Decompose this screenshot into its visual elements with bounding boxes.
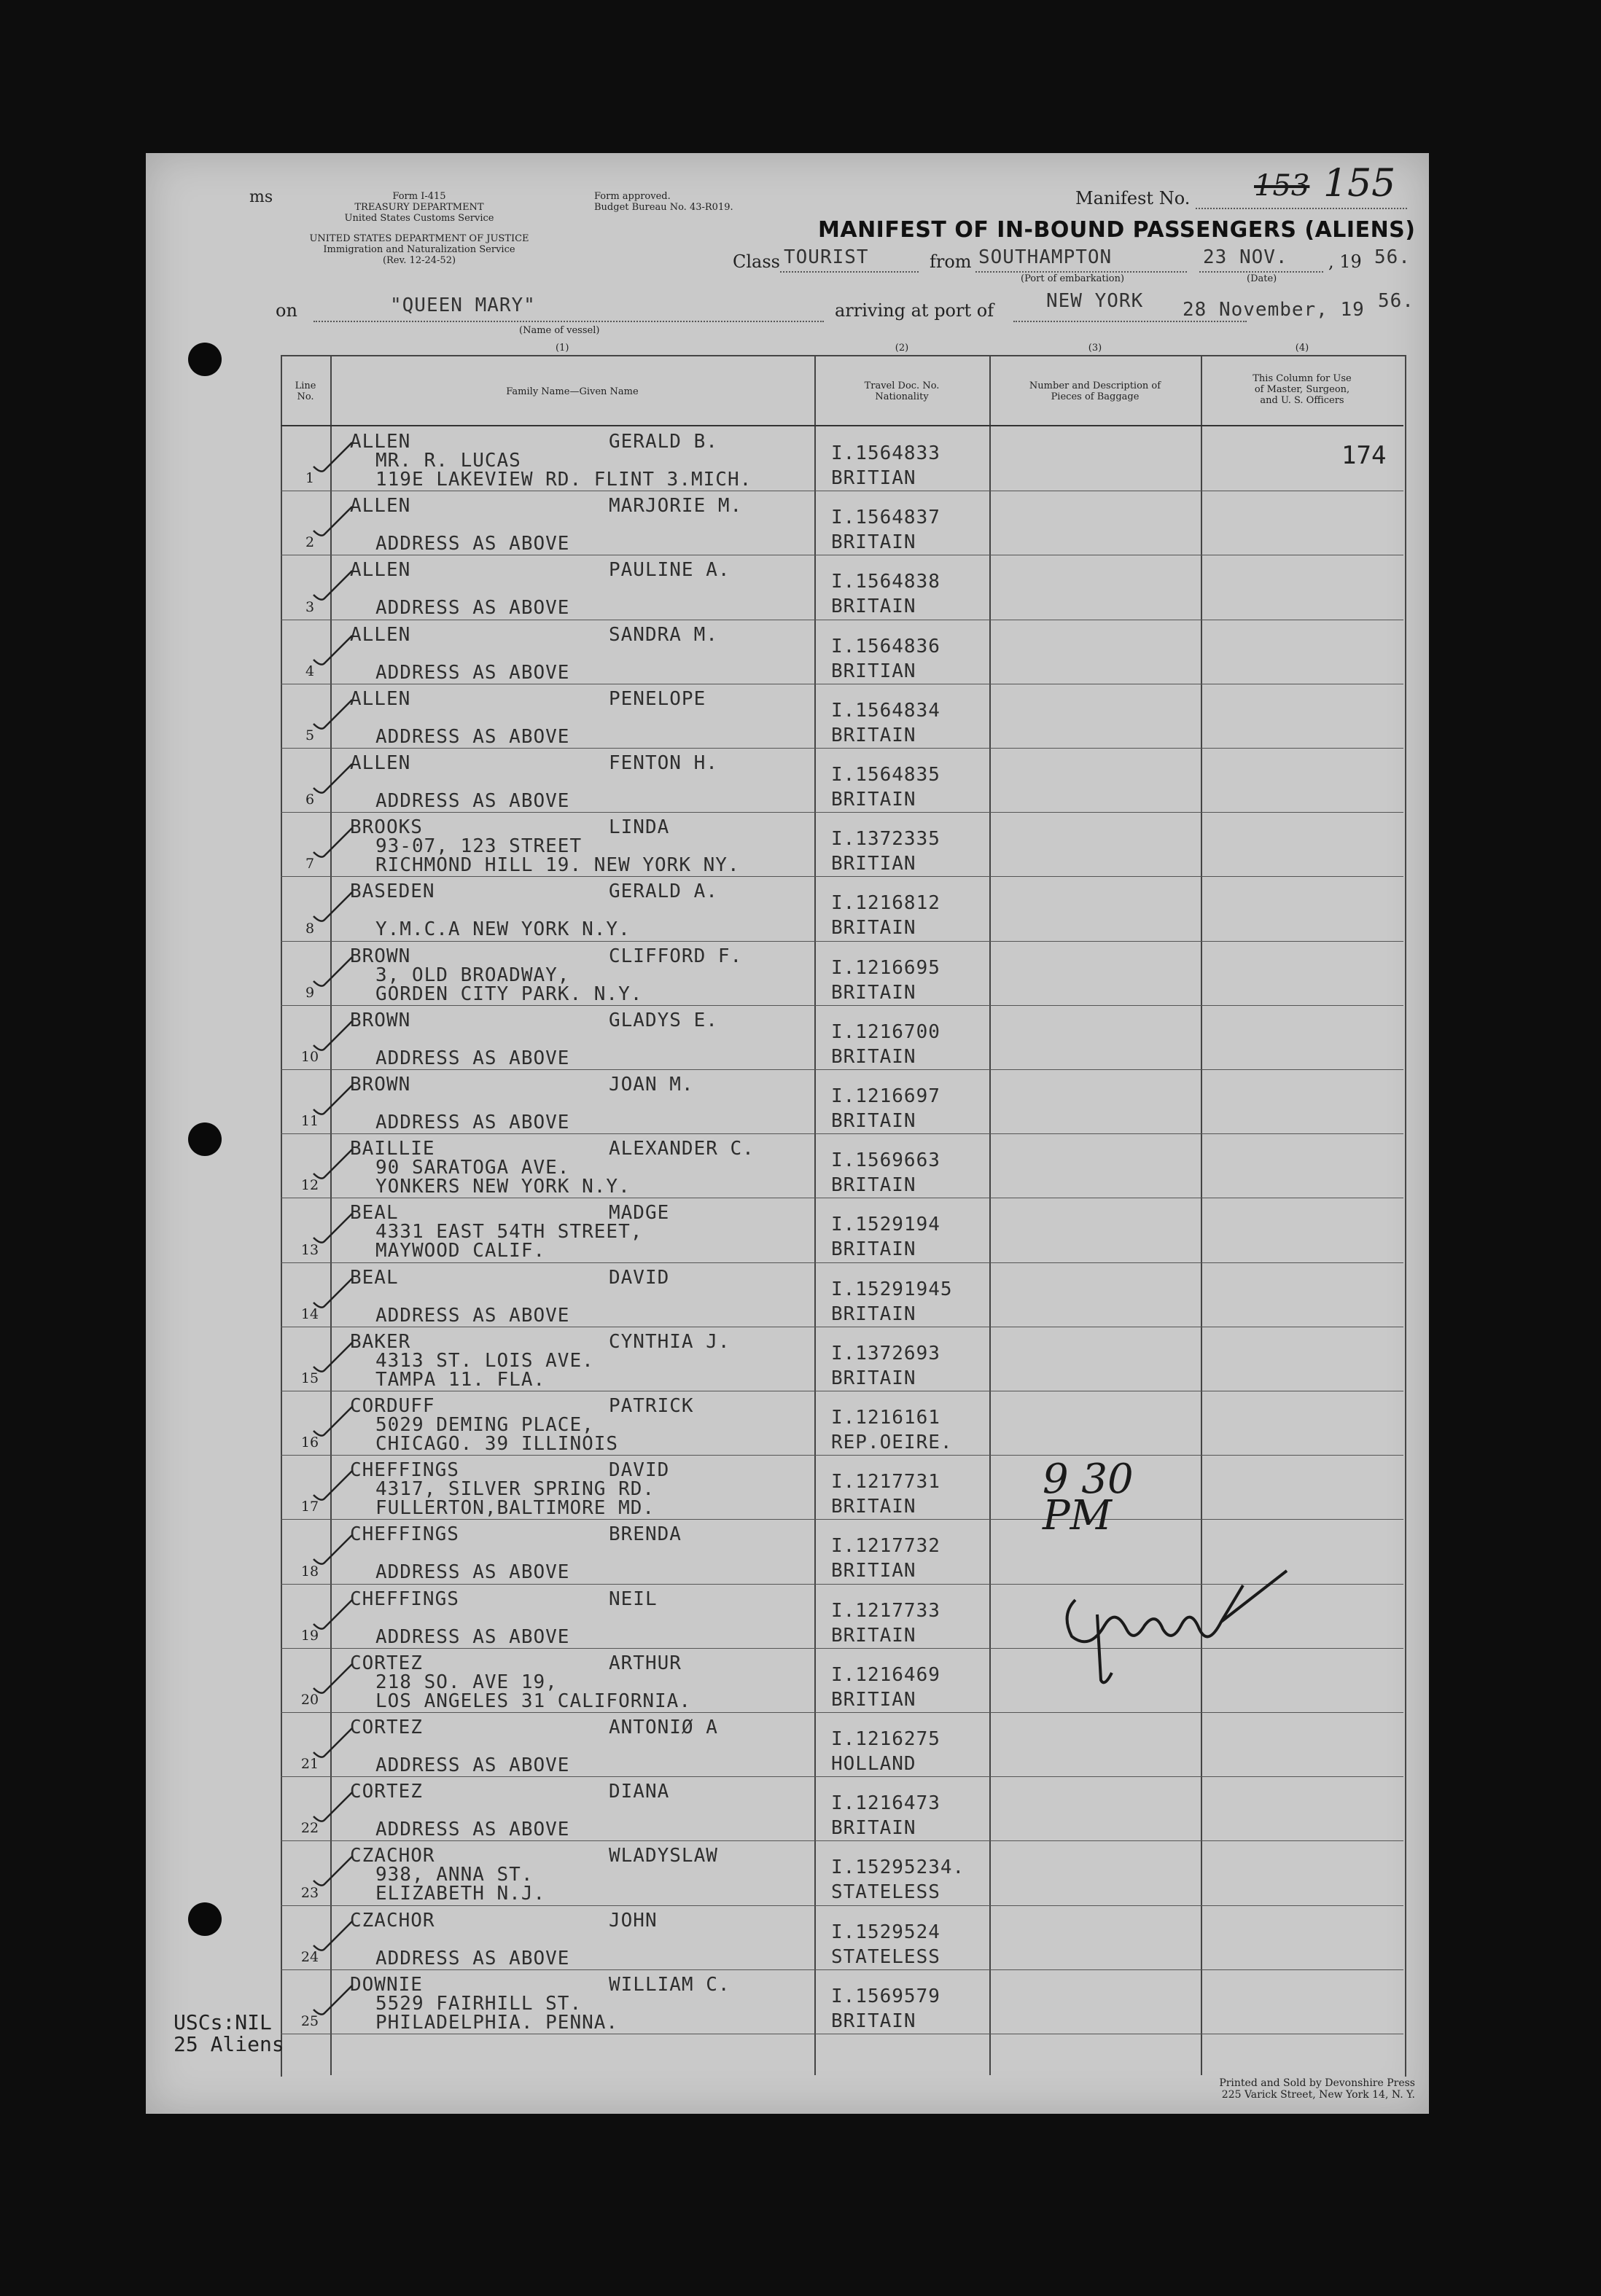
nationality: BRITAIN [831, 1624, 916, 1647]
line-number: 3 [305, 598, 315, 615]
travel-doc-number: I.1216695 [831, 956, 940, 979]
nationality: BRITAIN [831, 2010, 916, 2032]
family-name: BROOKS [350, 816, 423, 839]
address-line-2: CHICAGO. 39 ILLINOIS [375, 1433, 619, 1455]
line-number: 24 [300, 1948, 319, 1965]
line-number: 11 [300, 1113, 319, 1130]
date-line [1199, 271, 1323, 273]
passenger-row [281, 1005, 1403, 1069]
given-name: DAVID [609, 1459, 670, 1482]
family-name: BAILLIE [350, 1138, 435, 1160]
check-mark-icon [310, 891, 354, 927]
address-line-2: ADDRESS AS ABOVE [375, 597, 570, 620]
printer-credit: Printed and Sold by Devonshire Press 225 Varick Street, New York 14, N. Y. [1219, 2077, 1415, 2101]
line-number: 14 [300, 1305, 319, 1322]
nationality: REP.OEIRE. [831, 1432, 953, 1453]
travel-doc-number: I.1569663 [831, 1149, 940, 1172]
passenger-row [281, 748, 1403, 812]
given-name: WILLIAM C. [609, 1973, 731, 1996]
given-name: PENELOPE [609, 687, 706, 710]
check-mark-icon [310, 956, 354, 992]
handwritten-signature [1046, 1556, 1309, 1687]
travel-doc-number: I.1529194 [831, 1214, 940, 1236]
nationality: BRITAIN [831, 596, 916, 618]
passenger-row [281, 491, 1403, 555]
family-name: BAKER [350, 1330, 411, 1353]
check-mark-icon [310, 1469, 354, 1506]
address-line-1: 4331 EAST 54TH STREET, [375, 1221, 643, 1243]
travel-doc-number: I.1216700 [831, 1020, 940, 1043]
passenger-row [281, 426, 1403, 491]
family-name: ALLEN [350, 687, 411, 710]
travel-doc-number: I.1216469 [831, 1663, 940, 1686]
travel-doc-number: I.1564837 [831, 507, 940, 529]
family-name: ALLEN [350, 495, 411, 518]
check-mark-icon [310, 1920, 354, 1956]
family-name: BROWN [350, 1074, 411, 1096]
line-number: 22 [300, 1820, 319, 1837]
nationality: BRITAIN [831, 789, 916, 811]
nationality: BRITAIN [831, 1303, 916, 1325]
arrival-line [1013, 321, 1247, 322]
passenger-row [281, 812, 1403, 876]
nationality: STATELESS [831, 1945, 940, 1968]
check-mark-icon [310, 1663, 354, 1699]
address-line-1: MR. R. LUCAS [375, 450, 521, 472]
travel-doc-number: I.1372335 [831, 828, 940, 851]
family-name: BROWN [350, 945, 411, 967]
date-caption: (Date) [1247, 273, 1277, 284]
address-line-2: ADDRESS AS ABOVE [375, 1304, 570, 1327]
vessel-name: "QUEEN MARY" [390, 294, 536, 316]
line-number: 20 [300, 1691, 319, 1708]
check-mark-icon [310, 1791, 354, 1827]
class-value: TOURIST [784, 246, 869, 268]
travel-doc-number: I.1564834 [831, 699, 940, 722]
travel-doc-number: I.1217732 [831, 1535, 940, 1558]
year-suffix: 56. [1374, 246, 1411, 268]
travel-doc-number: I.1564836 [831, 635, 940, 657]
given-name: FENTON H. [609, 752, 718, 774]
address-line-1: 93-07, 123 STREET [375, 835, 583, 858]
address-line-2: PHILADELPHIA. PENNA. [375, 2011, 619, 2034]
punch-hole [188, 1122, 222, 1156]
line-number: 18 [300, 1563, 319, 1580]
line-number: 1 [305, 470, 315, 487]
check-mark-icon [310, 827, 354, 863]
passenger-row [281, 1069, 1403, 1133]
class-label: Class [733, 251, 780, 272]
family-name: DOWNIE [350, 1973, 423, 1996]
travel-doc-number: I.1216161 [831, 1407, 940, 1429]
nationality: BRITAIN [831, 1045, 916, 1068]
year-prefix: , 19 [1328, 251, 1362, 272]
passenger-row [281, 1969, 1403, 2034]
family-name: BASEDEN [350, 880, 435, 903]
passenger-row [281, 620, 1403, 684]
form-approval: Form approved. Budget Bureau No. 43-R019. [594, 191, 733, 213]
official-mark: 174 [1341, 441, 1387, 470]
address-line-2: ADDRESS AS ABOVE [375, 533, 570, 555]
address-line-2: GORDEN CITY PARK. N.Y. [375, 983, 643, 1005]
given-name: GLADYS E. [609, 1009, 718, 1031]
given-name: SANDRA M. [609, 623, 718, 646]
check-mark-icon [310, 569, 354, 606]
line-number: 10 [300, 1048, 319, 1065]
check-mark-icon [310, 1598, 354, 1635]
check-mark-icon [310, 1341, 354, 1378]
address-line-1: 4313 ST. LOIS AVE. [375, 1349, 594, 1372]
family-name: CORTEZ [350, 1717, 423, 1738]
line-number: 19 [300, 1627, 319, 1644]
given-name: BRENDA [609, 1523, 682, 1546]
address-line-2: YONKERS NEW YORK N.Y. [375, 1176, 631, 1198]
travel-doc-number: I.1564838 [831, 571, 940, 593]
address-line-2: ADDRESS AS ABOVE [375, 1625, 570, 1648]
travel-doc-number: I.1217733 [831, 1599, 940, 1622]
header-doc-num: (2) [895, 343, 909, 354]
nationality: BRITIAN [831, 1560, 916, 1582]
manifest-label: Manifest No. [1075, 188, 1191, 208]
departure-date: 23 NOV. [1203, 246, 1288, 268]
address-line-2: ADDRESS AS ABOVE [375, 1112, 570, 1133]
address-line-2: ADDRESS AS ABOVE [375, 1561, 570, 1584]
travel-doc-number: I.1569579 [831, 1985, 940, 2007]
nationality: BRITAIN [831, 531, 916, 554]
header-officers-num: (4) [1295, 343, 1309, 354]
passenger-row [281, 555, 1403, 619]
arrival-year: 56. [1378, 290, 1414, 312]
address-line-2: 119E LAKEVIEW RD. FLINT 3.MICH. [375, 469, 752, 491]
travel-doc-number: I.1564835 [831, 764, 940, 786]
family-name: BROWN [350, 1009, 411, 1031]
address-line-1: 5029 DEMING PLACE, [375, 1414, 594, 1436]
address-line-2: ADDRESS AS ABOVE [375, 790, 570, 812]
family-name: ALLEN [350, 752, 411, 774]
passenger-row [281, 684, 1403, 748]
address-line-1: 938, ANNA ST. [375, 1864, 534, 1886]
line-number: 16 [300, 1434, 319, 1451]
punch-hole [188, 1902, 222, 1936]
header-doc: Travel Doc. No. Nationality [864, 380, 940, 402]
given-name: DAVID [609, 1266, 670, 1289]
arrival-port: NEW YORK [1046, 290, 1144, 312]
address-line-2: RICHMOND HILL 19. NEW YORK NY. [375, 854, 740, 877]
passenger-row [281, 1391, 1403, 1455]
given-name: ARTHUR [609, 1652, 682, 1674]
given-name: ALEXANDER C. [609, 1138, 755, 1160]
given-name: JOHN [609, 1909, 658, 1932]
check-mark-icon [310, 1020, 354, 1056]
check-mark-icon [310, 1405, 354, 1442]
initials: ms [249, 188, 273, 206]
travel-doc-number: I.15295234. [831, 1856, 965, 1879]
on-label: on [276, 300, 297, 321]
family-name: CORTEZ [350, 1781, 423, 1803]
travel-doc-number: I.1216697 [831, 1085, 940, 1107]
given-name: PATRICK [609, 1395, 694, 1417]
nationality: BRITAIN [831, 1367, 916, 1389]
family-name: ALLEN [350, 559, 411, 582]
given-name: MADGE [609, 1202, 670, 1225]
line-number: 7 [305, 856, 315, 872]
address-line-1: 218 SO. AVE 19, [375, 1671, 558, 1693]
given-name: GERALD A. [609, 880, 718, 903]
travel-doc-number: I.1216473 [831, 1792, 940, 1815]
travel-doc-number: I.1372693 [831, 1342, 940, 1364]
line-number: 17 [300, 1499, 319, 1515]
header-officers: This Column for Use of Master, Surgeon, and U. S. Officers [1253, 373, 1352, 406]
passenger-row [281, 876, 1403, 940]
address-line-2: MAYWOOD CALIF. [375, 1240, 546, 1262]
given-name: CYNTHIA J. [609, 1330, 731, 1353]
line-number: 8 [305, 920, 315, 937]
line-number: 21 [300, 1756, 319, 1773]
arrival-date: 28 November, 19 [1183, 299, 1365, 321]
family-name: ALLEN [350, 431, 411, 453]
line-number: 2 [305, 534, 315, 551]
travel-doc-number: I.1564833 [831, 442, 940, 464]
address-line-1: 90 SARATOGA AVE. [375, 1157, 570, 1179]
document-title: MANIFEST OF IN-BOUND PASSENGERS (ALIENS) [818, 217, 1416, 243]
address-line-2: ADDRESS AS ABOVE [375, 1819, 570, 1841]
check-mark-icon [310, 1148, 354, 1184]
passenger-row [281, 1840, 1403, 1905]
address-line-2: TAMPA 11. FLA. [375, 1368, 546, 1391]
port-line [975, 271, 1187, 273]
address-line-2: ADDRESS AS ABOVE [375, 1947, 570, 1969]
class-line [780, 271, 919, 273]
travel-doc-number: I.1529524 [831, 1921, 940, 1943]
travel-doc-number: I.1216812 [831, 892, 940, 915]
form-id: Form I-415 TREASURY DEPARTMENT United States Customs Service [344, 191, 494, 224]
line-number: 13 [300, 1241, 319, 1258]
line-number: 5 [305, 727, 315, 743]
line-number: 23 [300, 1884, 319, 1901]
check-mark-icon [310, 1534, 354, 1570]
family-name: BEAL [350, 1266, 399, 1289]
given-name: WLADYSLAW [609, 1845, 718, 1867]
address-line-2: LOS ANGELES 31 CALIFORNIA. [375, 1690, 691, 1712]
check-mark-icon [310, 1212, 354, 1249]
address-line-2: ADDRESS AS ABOVE [375, 1754, 570, 1776]
check-mark-icon [310, 1727, 354, 1763]
given-name: LINDA [609, 816, 670, 839]
vessel-col-num: (1) [556, 343, 569, 354]
header-name: Family Name—Given Name [506, 386, 639, 397]
address-line-2: FULLERTON,BALTIMORE MD. [375, 1497, 655, 1520]
given-name: ANTONIØ A [609, 1717, 718, 1738]
check-mark-icon [310, 1855, 354, 1891]
nationality: BRITAIN [831, 1817, 916, 1840]
nationality: BRITIAN [831, 1688, 916, 1711]
nationality: BRITIAN [831, 853, 916, 875]
nationality: BRITIAN [831, 660, 916, 682]
address-line-2: ELIZABETH N.J. [375, 1883, 546, 1905]
handwritten-time: 9 30 PM [1043, 1456, 1134, 1539]
alien-summary: USCs:NIL 25 Aliens [174, 2010, 284, 2056]
check-mark-icon [310, 441, 354, 477]
address-line-2: ADDRESS AS ABOVE [375, 725, 570, 748]
arriving-label: arriving at port of [835, 300, 994, 321]
passenger-row [281, 1712, 1403, 1776]
passenger-row [281, 941, 1403, 1005]
nationality: BRITAIN [831, 1496, 916, 1518]
check-mark-icon [310, 762, 354, 799]
passenger-row [281, 1133, 1403, 1198]
family-name: CORTEZ [350, 1652, 423, 1674]
given-name: JOAN M. [609, 1074, 694, 1096]
nationality: BRITIAN [831, 467, 916, 489]
family-name: BEAL [350, 1202, 399, 1225]
check-mark-icon [310, 634, 354, 671]
line-number: 25 [300, 2012, 319, 2029]
port-embarkation: SOUTHAMPTON [978, 246, 1113, 268]
check-mark-icon [310, 505, 354, 542]
given-name: GERALD B. [609, 431, 718, 453]
manifest-number: 155 [1323, 162, 1396, 206]
line-number: 6 [305, 792, 315, 808]
check-mark-icon [310, 1277, 354, 1313]
line-number: 4 [305, 663, 315, 679]
line-number: 15 [300, 1370, 319, 1386]
check-mark-icon [310, 1084, 354, 1120]
family-name: CZACHOR [350, 1845, 435, 1867]
line-number: 12 [300, 1177, 319, 1194]
address-line-1: 4317, SILVER SPRING RD. [375, 1478, 655, 1501]
travel-doc-number: I.15291945 [831, 1278, 953, 1300]
nationality: BRITAIN [831, 981, 916, 1004]
family-name: CHEFFINGS [350, 1459, 459, 1482]
passenger-row [281, 1262, 1403, 1327]
header-line-no: Line No. [295, 380, 316, 402]
nationality: BRITAIN [831, 1238, 916, 1261]
check-mark-icon [310, 1984, 354, 2020]
vessel-caption: (Name of vessel) [519, 325, 600, 336]
nationality: BRITAIN [831, 724, 916, 746]
department: UNITED STATES DEPARTMENT OF JUSTICE Immigration and Naturalization Service (Rev. 12-24-52) [309, 233, 529, 266]
nationality: BRITAIN [831, 1110, 916, 1132]
family-name: CORDUFF [350, 1395, 435, 1417]
check-mark-icon [310, 698, 354, 735]
address-line-1: 3, OLD BROADWAY, [375, 964, 570, 986]
family-name: CHEFFINGS [350, 1588, 459, 1610]
header-baggage-num: (3) [1088, 343, 1102, 354]
address-line-2: ADDRESS AS ABOVE [375, 1047, 570, 1069]
line-number: 9 [305, 984, 315, 1001]
passenger-row [281, 1776, 1403, 1840]
address-line-1: 5529 FAIRHILL ST. [375, 1992, 583, 2015]
passenger-row [281, 1905, 1403, 1969]
address-line-2: Y.M.C.A NEW YORK N.Y. [375, 918, 631, 941]
given-name: MARJORIE M. [609, 495, 743, 518]
passenger-row [281, 1198, 1403, 1262]
family-name: ALLEN [350, 623, 411, 646]
nationality: HOLLAND [831, 1753, 916, 1775]
travel-doc-number: I.1217731 [831, 1471, 940, 1493]
manifest-line [1196, 208, 1407, 209]
passenger-row [281, 1455, 1403, 1519]
nationality: STATELESS [831, 1881, 940, 1904]
given-name: CLIFFORD F. [609, 945, 743, 967]
nationality: BRITAIN [831, 1174, 916, 1197]
given-name: DIANA [609, 1781, 670, 1803]
port-caption: (Port of embarkation) [1021, 273, 1125, 284]
nationality: BRITAIN [831, 917, 916, 940]
from-label: from [930, 251, 972, 272]
given-name: NEIL [609, 1588, 658, 1610]
address-line-2: ADDRESS AS ABOVE [375, 661, 570, 684]
passenger-row [281, 1327, 1403, 1391]
family-name: CHEFFINGS [350, 1523, 459, 1546]
vessel-line [313, 321, 824, 322]
family-name: CZACHOR [350, 1909, 435, 1932]
header-baggage: Number and Description of Pieces of Baggage [1029, 380, 1161, 402]
punch-hole [188, 343, 222, 376]
given-name: PAULINE A. [609, 559, 731, 582]
travel-doc-number: I.1216275 [831, 1728, 940, 1750]
manifest-struck: 153 [1254, 169, 1310, 203]
